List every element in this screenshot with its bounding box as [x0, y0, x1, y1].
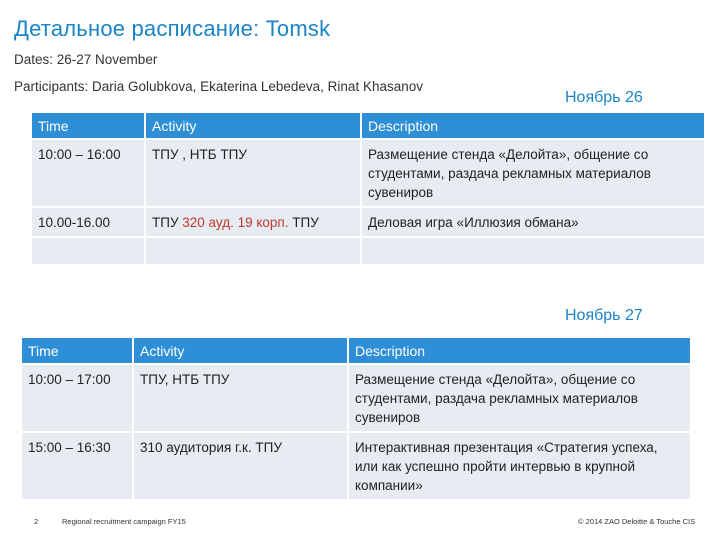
page-title: Детальное расписание: Tomsk: [14, 16, 331, 41]
footer-page-number: 2: [34, 517, 39, 526]
participants-text: Participants: Daria Golubkova, Ekaterina Lebedeva, Rinat Khasanov: [14, 79, 423, 94]
cell-empty: [361, 237, 704, 264]
header-description: Description: [361, 113, 704, 139]
table-row-empty: [32, 237, 704, 264]
header-time: Time: [22, 338, 133, 364]
table-row: [22, 432, 690, 499]
cell-time: 15:00 – 16:30: [22, 432, 133, 499]
footer-campaign: Regional recruitment campaign FY15: [62, 517, 186, 526]
cell-activity: ТПУ , НТБ ТПУ: [145, 139, 361, 207]
schedule-table-day2: [22, 338, 690, 499]
cell-activity: ТПУ, НТБ ТПУ: [133, 364, 348, 432]
day1-label: Ноябрь 26: [565, 89, 643, 106]
footer-copyright: © 2014 ZAO Deloitte & Touche CIS: [578, 517, 696, 526]
dates-text: Dates: 26-27 November: [14, 52, 158, 67]
activity-room-highlight: 320 ауд. 19 корп.: [182, 215, 289, 230]
activity-suffix: ТПУ: [288, 215, 319, 230]
table-row: [22, 364, 690, 432]
cell-description: Интерактивная презентация «Стратегия успеха, или как успешно пройти интервью в крупной компании»: [348, 432, 690, 499]
header-time: Time: [32, 113, 145, 139]
cell-time: 10:00 – 17:00: [22, 364, 133, 432]
schedule-table-day1: [32, 113, 704, 264]
cell-description: Размещение стенда «Делойта», общение со студентами, раздача рекламных материалов сувениров: [361, 139, 704, 207]
cell-activity: 310 аудитория г.к. ТПУ: [133, 432, 348, 499]
cell-empty: [145, 237, 361, 264]
cell-description: Деловая игра «Иллюзия обмана»: [361, 207, 704, 237]
table-header-row: [32, 113, 704, 139]
header-activity: Activity: [133, 338, 348, 364]
cell-empty: [32, 237, 145, 264]
cell-activity: [145, 207, 361, 237]
table-row: [32, 207, 704, 237]
cell-time: 10:00 – 16:00: [32, 139, 145, 207]
table-row: [32, 139, 704, 207]
header-activity: Activity: [145, 113, 361, 139]
table-header-row: [22, 338, 690, 364]
cell-description: Размещение стенда «Делойта», общение со студентами, раздача рекламных материалов сувениров: [348, 364, 690, 432]
day2-label: Ноябрь 27: [565, 307, 643, 324]
activity-prefix: ТПУ: [152, 215, 183, 230]
cell-time: 10.00-16.00: [32, 207, 145, 237]
header-description: Description: [348, 338, 690, 364]
